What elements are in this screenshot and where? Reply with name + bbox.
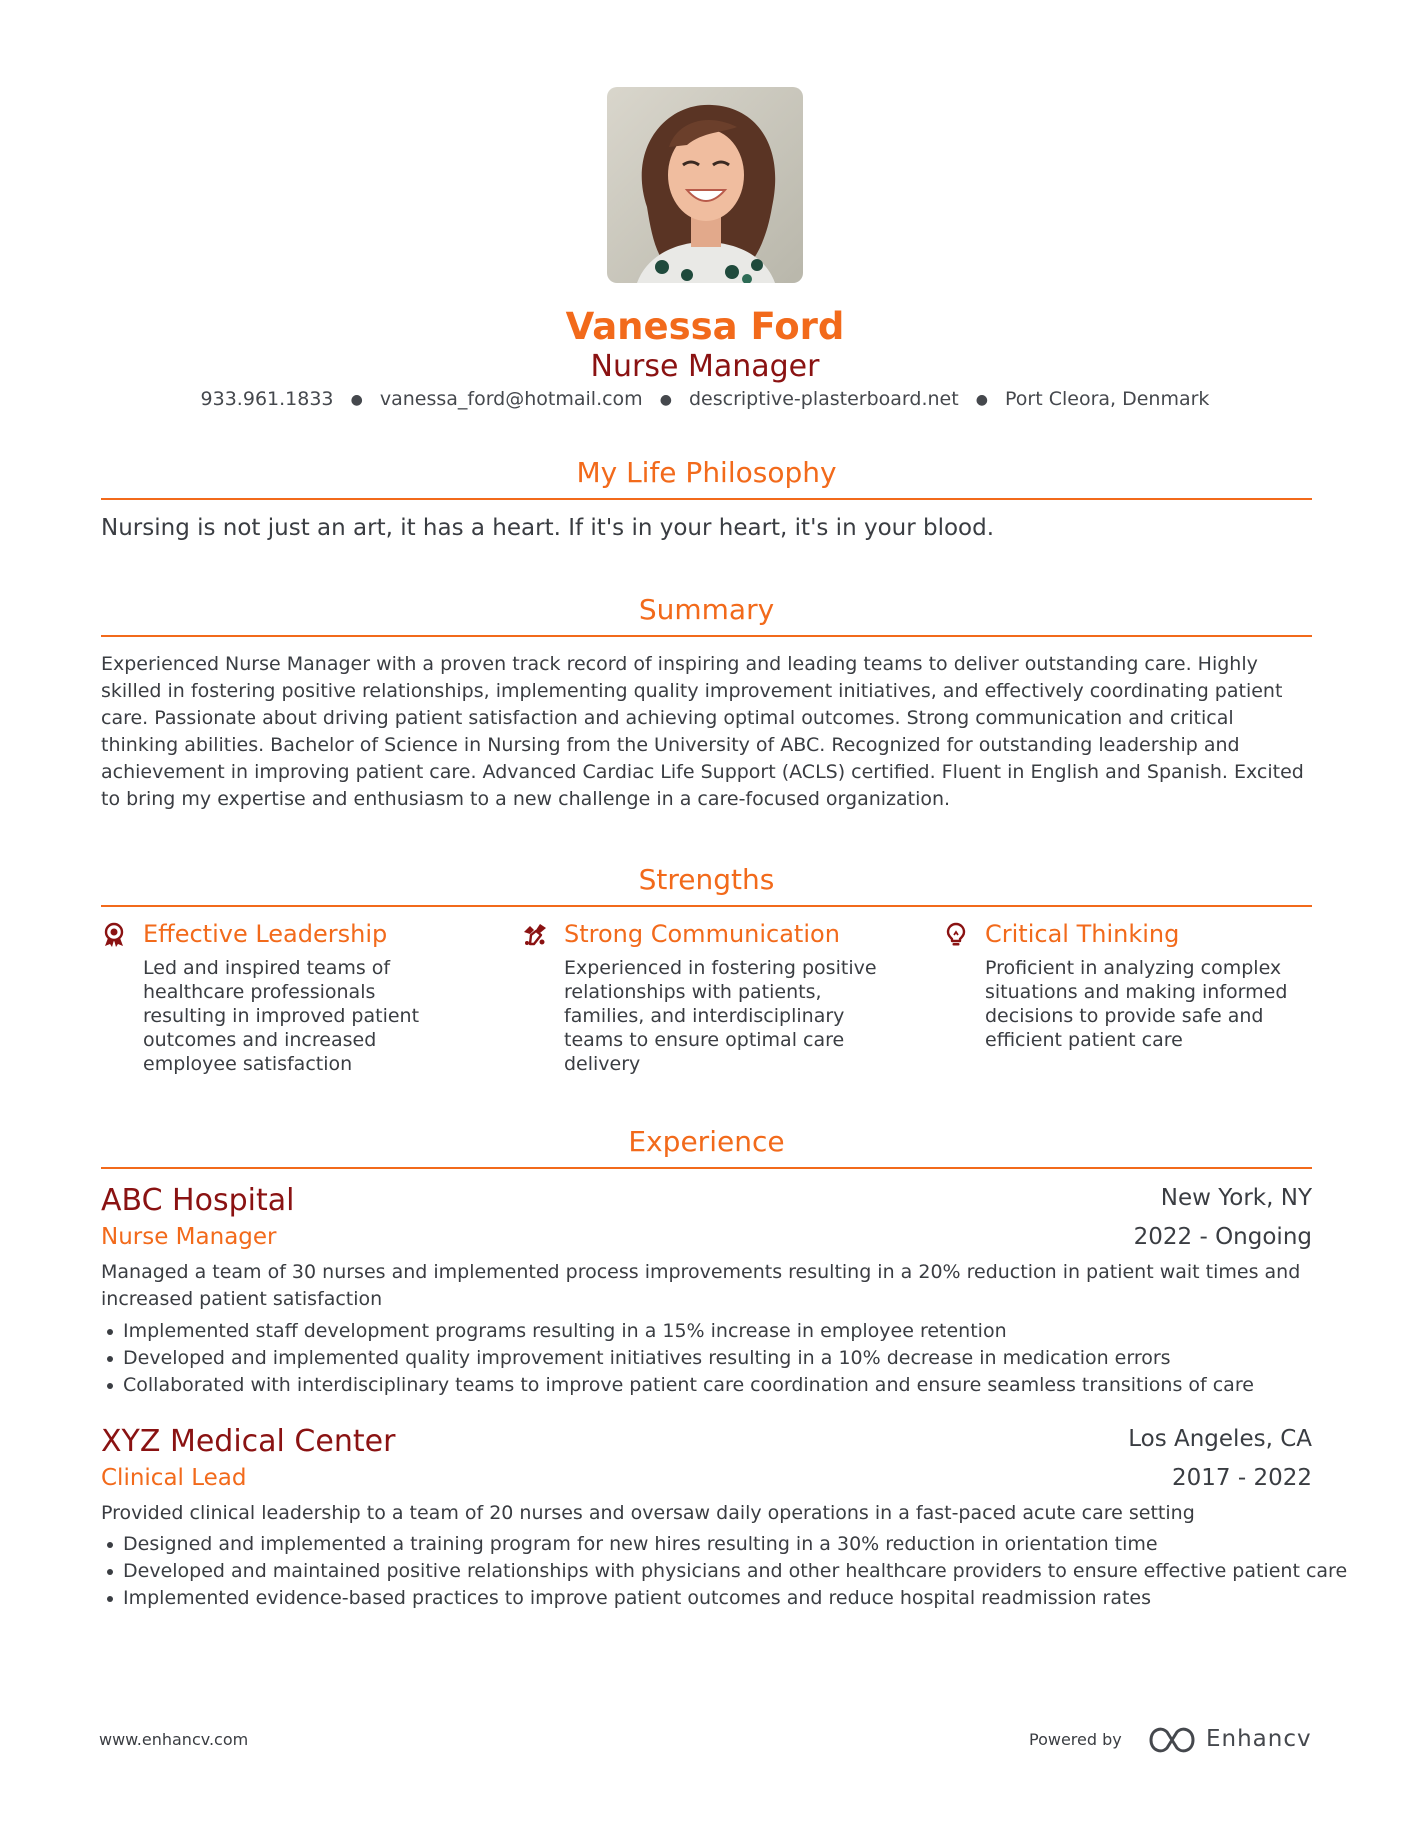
strength-description: Proficient in analyzing complex situations and making informed decisions to provide safe and efficient patient care: [985, 957, 1288, 1051]
job-role: Clinical Lead: [101, 1465, 247, 1491]
section-title-experience: Experience: [628, 1125, 785, 1158]
brand-name: Enhancv: [1206, 1726, 1312, 1752]
candidate-title: Nurse Manager: [590, 349, 820, 384]
section-title-summary: Summary: [638, 593, 775, 626]
bullet-dot-icon: [107, 1329, 113, 1335]
bullet-dot-icon: [107, 1569, 113, 1575]
bullet-text: Developed and implemented quality improvement initiatives resulting in a 10% decrease in medication errors: [123, 1347, 1171, 1369]
lightbulb-icon: [943, 922, 969, 948]
bullet-text: Implemented staff development programs resulting in a 15% increase in employee retention: [123, 1320, 1007, 1342]
strength-title: Critical Thinking: [985, 920, 1180, 948]
section-divider: [101, 1167, 1312, 1169]
bullet-dot-icon: [107, 1356, 113, 1362]
bullet-dot-icon: [107, 1596, 113, 1602]
portrait-photo-icon: [607, 87, 803, 283]
section-title-strengths: Strengths: [638, 863, 775, 896]
section-divider: [101, 905, 1312, 907]
enhancv-logo-icon: [1147, 1722, 1197, 1758]
philosophy-text: Nursing is not just an art, it has a heart. If it's in your heart, it's in your blood.: [101, 515, 995, 541]
job-dates: 2022 - Ongoing: [1133, 1224, 1312, 1250]
job-dates: 2017 - 2022: [1172, 1465, 1312, 1491]
contact-website: descriptive-plasterboard.net: [689, 388, 959, 410]
award-ribbon-icon: [101, 922, 127, 948]
summary-text: Experienced Nurse Manager with a proven track record of inspiring and leading teams to deliver outstanding care. Highly skilled in fostering positive relationships, implementing quality improvement initiatives, and effectively coordinating patient care. Passionate about driving patient satisfaction and achieving optimal outcomes. Strong communication and critical thinking abilities. Bachelor of Science in Nursing from the University of ABC. Recognized for outstanding leadership and achievement in improving patient care. Advanced Cardiac Life Support (ACLS) certified. Fluent in English and Spanish. Excited to bring my expertise and enthusiasm to a new challenge in a care-focused organization.: [101, 653, 1304, 810]
strength-title: Effective Leadership: [143, 920, 388, 948]
bullet-separator-icon: ●: [659, 391, 672, 408]
contact-phone: 933.961.1833: [200, 388, 334, 410]
section-title-philosophy: My Life Philosophy: [576, 456, 837, 489]
bullet-text: Developed and maintained positive relationships with physicians and other healthcare providers to ensure effective patient care: [123, 1560, 1348, 1582]
section-divider: [101, 498, 1312, 500]
handshake-icon: [522, 922, 548, 948]
profile-photo: [607, 87, 803, 283]
list-item: [101, 1345, 1312, 1372]
bullet-text: Collaborated with interdisciplinary teams to improve patient care coordination and ensure seamless transitions of care: [123, 1374, 1254, 1396]
powered-by-label: Powered by: [1029, 1730, 1122, 1749]
bullet-text: Designed and implemented a training program for new hires resulting in a 30% reduction in orientation time: [123, 1533, 1158, 1555]
job-bullet-list: [101, 1531, 1348, 1612]
list-item: [101, 1531, 1312, 1558]
bullet-text: Implemented evidence-based practices to improve patient outcomes and reduce hospital readmission rates: [123, 1587, 1152, 1609]
list-item: [101, 1585, 1312, 1612]
job-role: Nurse Manager: [101, 1224, 277, 1250]
job-description: Managed a team of 30 nurses and implemented process improvements resulting in a 20% reduction in patient wait times and increased patient satisfaction: [101, 1261, 1301, 1310]
footer-url-link[interactable]: www.enhancv.com: [99, 1730, 249, 1749]
strength-title: Strong Communication: [564, 920, 840, 948]
strength-description: Led and inspired teams of healthcare professionals resulting in improved patient outcomes and increased employee satisfaction: [143, 957, 420, 1075]
list-item: [101, 1372, 1312, 1399]
job-description: Provided clinical leadership to a team of 20 nurses and oversaw daily operations in a fast-paced acute care setting: [101, 1502, 1195, 1524]
job-location: Los Angeles, CA: [1128, 1426, 1312, 1452]
bullet-separator-icon: ●: [975, 391, 988, 408]
job-company: XYZ Medical Center: [101, 1424, 396, 1459]
contact-line: [0, 386, 1410, 413]
list-item: [101, 1318, 1312, 1345]
candidate-name: Vanessa Ford: [565, 305, 845, 348]
contact-location: Port Cleora, Denmark: [1005, 388, 1210, 410]
list-item: [101, 1558, 1348, 1585]
bullet-separator-icon: ●: [350, 391, 363, 408]
job-company: ABC Hospital: [101, 1183, 295, 1218]
contact-email: vanessa_ford@hotmail.com: [379, 388, 643, 410]
bullet-dot-icon: [107, 1542, 113, 1548]
section-divider: [101, 635, 1312, 637]
job-bullet-list: [101, 1318, 1312, 1399]
bullet-dot-icon: [107, 1383, 113, 1389]
strength-description: Experienced in fostering positive relationships with patients, families, and interdisciplinary teams to ensure optimal care delivery: [564, 957, 877, 1075]
job-location: New York, NY: [1160, 1185, 1312, 1211]
